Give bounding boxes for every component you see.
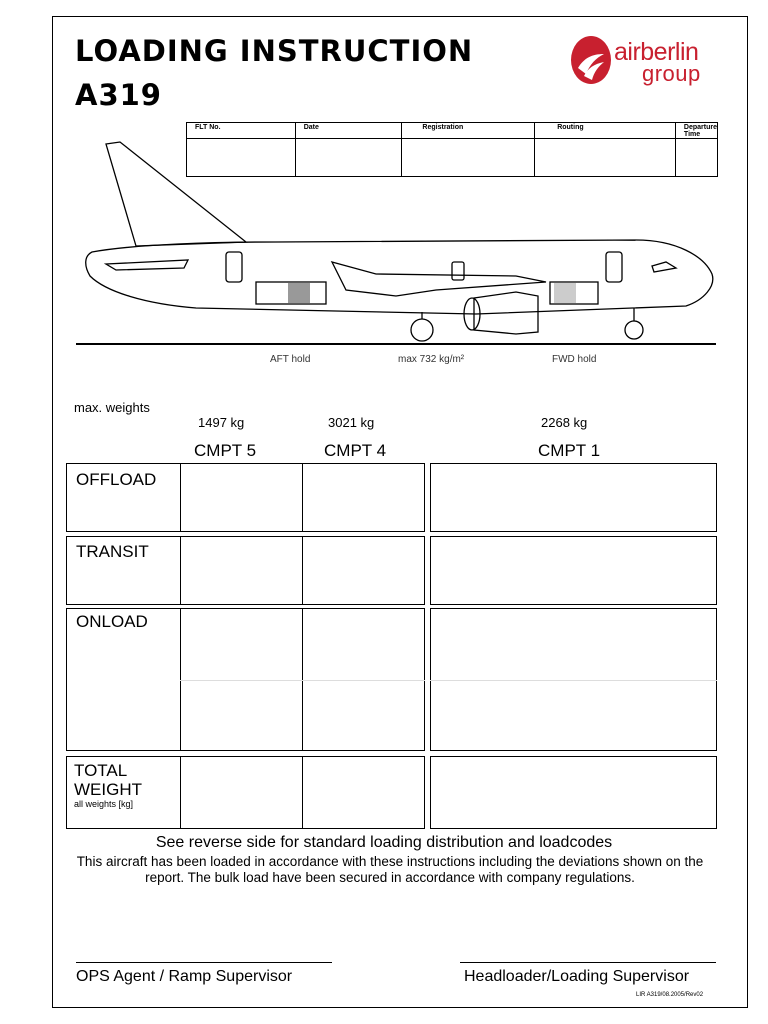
routing-header: Routing [535,123,676,139]
cmpt4-max-weight: 3021 kg [328,415,375,430]
cmpt1-max-weight: 2268 kg [541,415,588,430]
flt-no-header: FLT No. [187,123,296,139]
max-load-label: max 732 kg/m² [398,354,465,365]
departure-time-header: Departure Time [675,123,717,139]
registration-header: Registration [402,123,535,139]
cmpt1-header: CMPT 1 [538,441,601,460]
airberlin-logo [570,32,720,88]
date-header: Date [295,123,402,139]
loading-statement: This aircraft has been loaded in accordance with these instructions including the deviations shown on the report. The bulk load have been secured in accordance with company regulations. [76,854,704,885]
airberlin-emblem-icon [570,34,614,86]
offload-label: OFFLOAD [76,470,157,489]
total-label-line2: WEIGHT [74,780,142,799]
cmpt4-header: CMPT 4 [324,441,387,460]
transit-label: TRANSIT [76,542,149,561]
total-weight-note: all weights [kg] [74,799,134,809]
transit-cmpt1-cell[interactable] [430,536,717,605]
aircraft-side-view [76,136,724,348]
form-reference: LIR A319/08.2005/Rev02 [636,992,704,998]
total-weight-label [74,761,142,799]
aft-hold-label: AFT hold [270,354,311,365]
title-line-1: LOADING INSTRUCTION [75,34,474,68]
reverse-side-note: See reverse side for standard loading distribution and loadcodes [155,834,613,851]
total-cmpt1-cell[interactable] [430,756,717,829]
max-weights-label: max. weights [74,400,150,415]
offload-cmpt1-cell[interactable] [430,463,717,532]
fwd-hold-label: FWD hold [552,354,597,365]
cmpt5-header: CMPT 5 [194,441,257,460]
headloader-signature-label: Headloader/Loading Supervisor [464,968,690,985]
total-label-line1: TOTAL [74,761,128,780]
logo-wordmark: airberlin [614,38,699,66]
title-line-2: A319 [75,78,162,112]
cmpt5-max-weight: 1497 kg [198,415,245,430]
onload-label: ONLOAD [76,612,148,631]
logo-subtitle: group [642,61,701,86]
ops-agent-signature-label: OPS Agent / Ramp Supervisor [76,968,293,985]
